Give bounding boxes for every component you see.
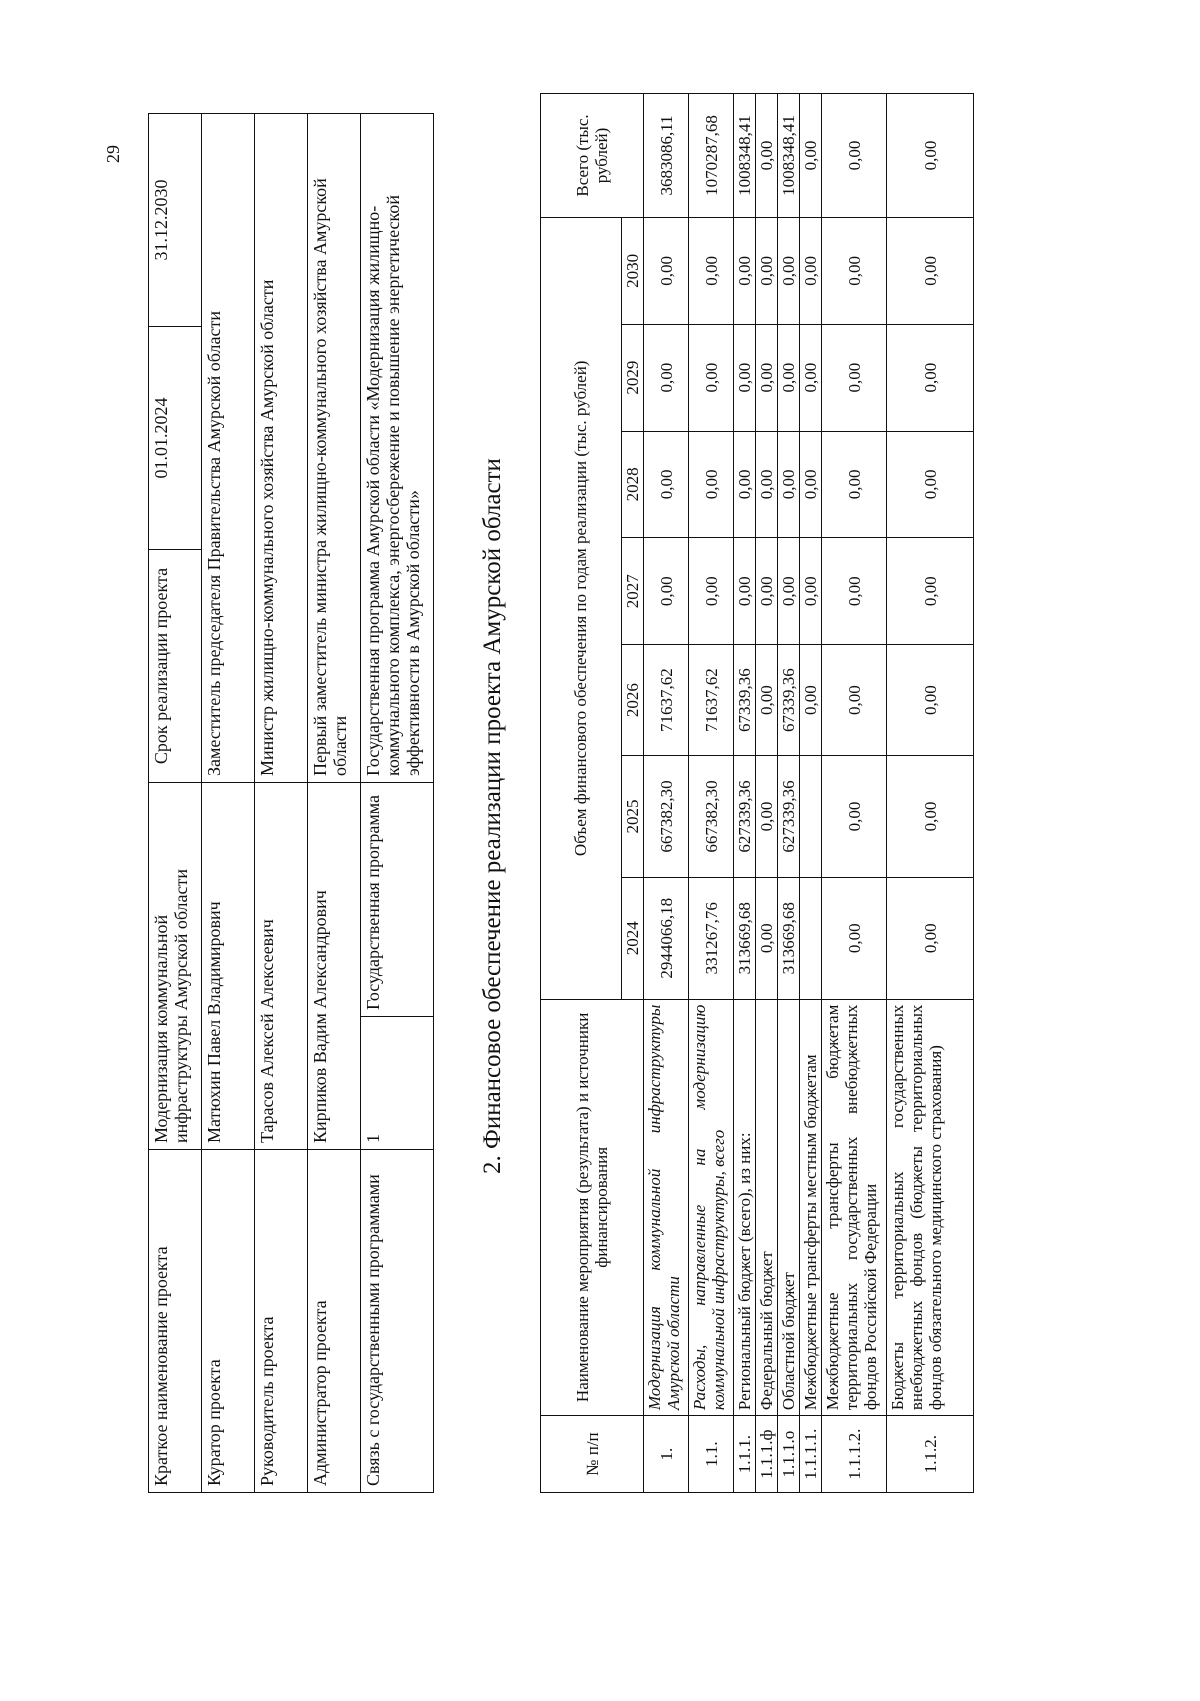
cell-value: 0,00 bbox=[644, 538, 689, 645]
row-num: 1.1.1.2. bbox=[822, 1416, 887, 1493]
table-row bbox=[255, 114, 308, 1493]
program-number: 1 bbox=[361, 1017, 434, 1150]
person-role: Заместитель председателя Правительства Амурской области bbox=[202, 114, 255, 783]
cell-value: 331267,76 bbox=[689, 877, 734, 999]
table-row bbox=[308, 114, 361, 1493]
cell-total: 1070287,68 bbox=[689, 94, 734, 218]
person-name: Матюхин Павел Владимирович bbox=[202, 783, 255, 1150]
row-num: 1.1.1.1. bbox=[800, 1416, 822, 1493]
row-num: 1. bbox=[644, 1416, 689, 1493]
cell-value: 0,00 bbox=[822, 217, 887, 324]
cell-value: 0,00 bbox=[644, 431, 689, 538]
table-row bbox=[734, 94, 756, 1493]
cell-value: 0,00 bbox=[822, 756, 887, 878]
cell-value: 0,00 bbox=[887, 645, 974, 756]
cell-value: 0,00 bbox=[887, 217, 974, 324]
header-year: 2026 bbox=[622, 645, 644, 756]
project-info-table bbox=[148, 113, 434, 1493]
cell-value: 0,00 bbox=[756, 645, 778, 756]
program-name: Государственная программа Амурской области «Модернизация жилищно-коммунального комплекса, энергосбережение и повышение энергетической эффективности в Амурской области» bbox=[361, 114, 434, 783]
cell-value: 0,00 bbox=[800, 217, 822, 324]
table-row bbox=[800, 94, 822, 1493]
cell-total: 3683086,11 bbox=[644, 94, 689, 218]
cell-value: 0,00 bbox=[756, 431, 778, 538]
cell-value: 0,00 bbox=[778, 324, 800, 431]
row-label: Администратор проекта bbox=[308, 1150, 361, 1493]
cell-value: 71637,62 bbox=[689, 645, 734, 756]
person-name: Кирпиков Вадим Александрович bbox=[308, 783, 361, 1150]
end-date: 31.12.2030 bbox=[149, 114, 202, 327]
cell-value: 0,00 bbox=[778, 538, 800, 645]
header-num: № п/п bbox=[541, 1416, 644, 1493]
cell-value: 0,00 bbox=[822, 538, 887, 645]
table-row bbox=[361, 114, 434, 1493]
cell-value: 313669,68 bbox=[778, 877, 800, 999]
person-role: Первый заместитель министра жилищно-коммунального хозяйства Амурской области bbox=[308, 114, 361, 783]
header-year: 2029 bbox=[622, 324, 644, 431]
cell-value: 0,00 bbox=[756, 217, 778, 324]
cell-value bbox=[800, 877, 822, 999]
cell-total: 1008348,41 bbox=[734, 94, 756, 218]
cell-value: 0,00 bbox=[644, 217, 689, 324]
header-year: 2028 bbox=[622, 431, 644, 538]
cell-total: 0,00 bbox=[756, 94, 778, 218]
cell-value: 0,00 bbox=[887, 538, 974, 645]
row-label: Связь с государственными программами bbox=[361, 1150, 434, 1493]
row-num: 1.1.2. bbox=[887, 1416, 974, 1493]
cell-value: 0,00 bbox=[887, 431, 974, 538]
header-name: Наименование мероприятия (результата) и источники финансирования bbox=[541, 999, 644, 1415]
row-label: Куратор проекта bbox=[202, 1150, 255, 1493]
table-header-row bbox=[541, 94, 622, 1493]
cell-value: 0,00 bbox=[689, 431, 734, 538]
row-name: Региональный бюджет (всего), из них: bbox=[734, 999, 756, 1415]
cell-value: 0,00 bbox=[756, 538, 778, 645]
row-name: Федеральный бюджет bbox=[756, 999, 778, 1415]
cell-value: 0,00 bbox=[822, 431, 887, 538]
row-num: 1.1.1.о bbox=[778, 1416, 800, 1493]
table-row bbox=[822, 94, 887, 1493]
table-row bbox=[644, 94, 689, 1493]
row-name: Бюджеты территориальных государственных внебюджетных фондов (бюджеты территориальных фондов обязательного медицинского страхования) bbox=[887, 999, 974, 1415]
cell-value: 0,00 bbox=[734, 538, 756, 645]
cell-value: 0,00 bbox=[756, 324, 778, 431]
row-name: Расходы, направленные на модернизацию коммунальной инфраструктуры, всего bbox=[689, 999, 734, 1415]
cell-value: 0,00 bbox=[644, 324, 689, 431]
cell-value: 0,00 bbox=[822, 877, 887, 999]
table-row bbox=[887, 94, 974, 1493]
cell-value: 0,00 bbox=[689, 217, 734, 324]
cell-value: 0,00 bbox=[756, 877, 778, 999]
header-year: 2024 bbox=[622, 877, 644, 999]
project-short-name: Модернизация коммунальной инфраструктуры Амурской области bbox=[149, 783, 202, 1150]
cell-value: 2944066,18 bbox=[644, 877, 689, 999]
cell-value: 0,00 bbox=[887, 756, 974, 878]
page-number: 29 bbox=[103, 145, 123, 163]
cell-value: 0,00 bbox=[887, 324, 974, 431]
cell-value: 627339,36 bbox=[734, 756, 756, 878]
row-name: Областной бюджет bbox=[778, 999, 800, 1415]
cell-value: 0,00 bbox=[822, 324, 887, 431]
cell-value: 0,00 bbox=[734, 431, 756, 538]
person-name: Тарасов Алексей Алексеевич bbox=[255, 783, 308, 1150]
row-label: Руководитель проекта bbox=[255, 1150, 308, 1493]
cell-value: 0,00 bbox=[756, 756, 778, 878]
cell-value: 667382,30 bbox=[689, 756, 734, 878]
header-year: 2030 bbox=[622, 217, 644, 324]
row-num: 1.1. bbox=[689, 1416, 734, 1493]
cell-total: 0,00 bbox=[800, 94, 822, 218]
cell-total: 0,00 bbox=[822, 94, 887, 218]
term-label: Срок реализации проекта bbox=[149, 550, 202, 783]
cell-value: 0,00 bbox=[734, 324, 756, 431]
row-label: Краткое наименование проекта bbox=[149, 1150, 202, 1493]
cell-value: 0,00 bbox=[734, 217, 756, 324]
cell-value: 667382,30 bbox=[644, 756, 689, 878]
cell-value: 0,00 bbox=[800, 645, 822, 756]
cell-value: 0,00 bbox=[689, 324, 734, 431]
table-row bbox=[756, 94, 778, 1493]
cell-value: 0,00 bbox=[778, 431, 800, 538]
cell-value bbox=[800, 756, 822, 878]
cell-total: 0,00 bbox=[887, 94, 974, 218]
program-type: Государственная программа bbox=[361, 783, 434, 1017]
header-total: Всего (тыс. рублей) bbox=[541, 94, 644, 218]
start-date: 01.01.2024 bbox=[149, 327, 202, 550]
table-row bbox=[689, 94, 734, 1493]
table-row bbox=[149, 114, 202, 1493]
cell-value: 67339,36 bbox=[778, 645, 800, 756]
cell-value: 0,00 bbox=[822, 645, 887, 756]
cell-value: 71637,62 bbox=[644, 645, 689, 756]
row-num: 1.1.1. bbox=[734, 1416, 756, 1493]
header-year: 2025 bbox=[622, 756, 644, 878]
header-volume: Объем финансового обеспечения по годам реализации (тыс. рублей) bbox=[541, 217, 622, 999]
cell-value: 0,00 bbox=[800, 538, 822, 645]
cell-value: 627339,36 bbox=[778, 756, 800, 878]
cell-value: 0,00 bbox=[887, 877, 974, 999]
table-row bbox=[778, 94, 800, 1493]
row-name: Межбюджетные трансферты бюджетам территориальных государственных внебюджетных фондов Российской Федерации bbox=[822, 999, 887, 1415]
row-name: Модернизация коммунальной инфраструктуры Амурской области bbox=[644, 999, 689, 1415]
row-name: Межбюджетные трансферты местным бюджетам bbox=[800, 999, 822, 1415]
header-year: 2027 bbox=[622, 538, 644, 645]
table-row bbox=[202, 114, 255, 1493]
cell-value: 0,00 bbox=[778, 217, 800, 324]
cell-value: 0,00 bbox=[800, 431, 822, 538]
section-title: 2. Финансовое обеспечение реализации проекта Амурской области bbox=[479, 458, 506, 1174]
cell-value: 0,00 bbox=[689, 538, 734, 645]
row-num: 1.1.1.ф bbox=[756, 1416, 778, 1493]
cell-value: 313669,68 bbox=[734, 877, 756, 999]
financing-table bbox=[540, 93, 974, 1493]
cell-total: 1008348,41 bbox=[778, 94, 800, 218]
cell-value: 67339,36 bbox=[734, 645, 756, 756]
person-role: Министр жилищно-коммунального хозяйства Амурской области bbox=[255, 114, 308, 783]
cell-value: 0,00 bbox=[800, 324, 822, 431]
